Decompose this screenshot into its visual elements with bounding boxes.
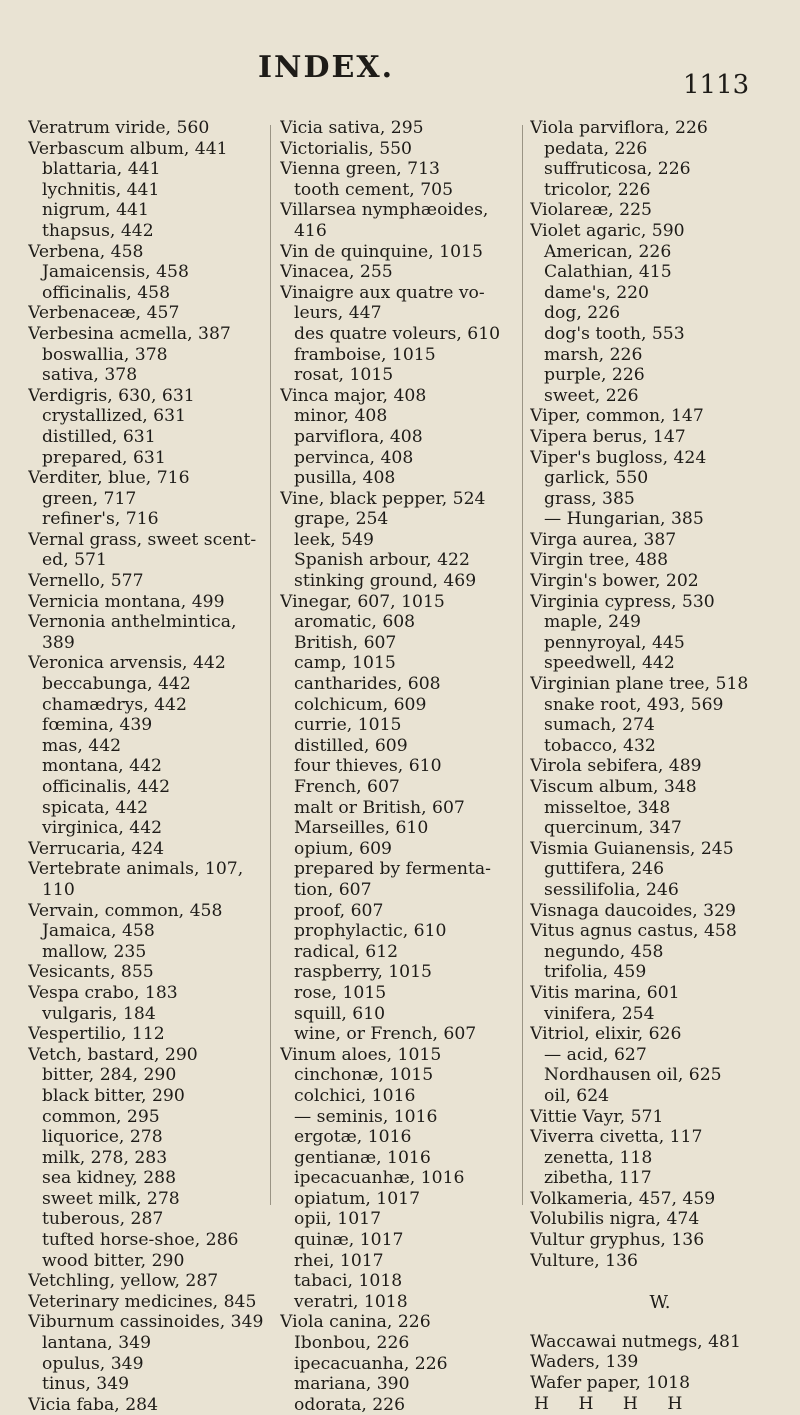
- index-subentry: pedata, 226: [544, 138, 648, 159]
- index-subentry: dame's, 220: [544, 282, 649, 303]
- index-subentry: spicata, 442: [42, 797, 149, 818]
- index-entry: Wafer paper, 1018: [530, 1373, 691, 1394]
- index-entry: Volkameria, 457, 459: [530, 1188, 716, 1209]
- index-subentry: misseltoe, 348: [544, 797, 671, 818]
- index-subentry: oil, 624: [544, 1085, 610, 1106]
- index-entry: Virginian plane tree, 518: [530, 674, 749, 695]
- index-subentry: lychnitis, 441: [42, 179, 160, 200]
- index-subentry: officinalis, 442: [42, 777, 171, 797]
- index-subentry: stinking ground, 469: [294, 571, 477, 592]
- index-subentry: distilled, 609: [294, 735, 408, 756]
- index-subentry: pervinca, 408: [294, 447, 414, 468]
- index-subentry: officinalis, 458: [42, 282, 171, 303]
- index-subentry: Jamaicensis, 458: [42, 262, 189, 283]
- index-subentry: Marseilles, 610: [294, 818, 429, 839]
- index-subentry: tuberous, 287: [42, 1209, 164, 1230]
- index-subentry: wine, or French, 607: [294, 1024, 477, 1045]
- index-subentry: sativa, 378: [42, 365, 138, 386]
- index-subentry: vinifera, 254: [544, 1003, 655, 1024]
- index-entry: Viola canina, 226: [280, 1312, 431, 1333]
- index-subentry: colchici, 1016: [294, 1085, 416, 1106]
- index-subentry: zibetha, 117: [544, 1168, 652, 1189]
- index-subentry: Jamaica, 458: [42, 921, 155, 942]
- index-entry: Waccawai nutmegs, 481: [530, 1331, 741, 1352]
- index-entry: Vertebrate animals, 107,: [28, 859, 244, 880]
- index-subentry: pennyroyal, 445: [544, 632, 685, 653]
- index-entry-continuation: tion, 607: [294, 879, 372, 900]
- page-number: 1113: [683, 70, 750, 100]
- index-entry: Veratrum viride, 560: [28, 118, 210, 138]
- index-subentry: tinus, 349: [42, 1374, 130, 1395]
- index-subentry: prepared by fermenta-: [294, 859, 491, 880]
- index-subentry: framboise, 1015: [294, 344, 436, 365]
- index-subentry: montana, 442: [42, 756, 162, 777]
- index-subentry: malt or British, 607: [294, 797, 465, 818]
- index-entry: Vine, black pepper, 524: [280, 488, 486, 509]
- column-divider: [270, 125, 271, 1205]
- index-entry-continuation: 389: [42, 632, 75, 653]
- index-subentry: sumach, 274: [544, 715, 655, 736]
- index-subentry: sweet, 226: [544, 385, 639, 406]
- index-entry: Viverra civetta, 117: [530, 1127, 703, 1148]
- index-subentry: crystallized, 631: [42, 406, 186, 427]
- index-subentry: grape, 254: [294, 509, 389, 530]
- index-subentry: quinæ, 1017: [294, 1230, 404, 1251]
- index-entry: Vervain, common, 458: [28, 900, 223, 921]
- index-subentry: opiatum, 1017: [294, 1188, 421, 1209]
- index-subentry: boswallia, 378: [42, 344, 168, 365]
- index-entry: Viper, common, 147: [530, 406, 704, 427]
- index-entry: Vinegar, 607, 1015: [280, 591, 445, 612]
- index-subentry: rose, 1015: [294, 982, 387, 1003]
- index-subentry: — seminis, 1016: [294, 1106, 438, 1127]
- index-subentry: marsh, 226: [544, 344, 643, 365]
- index-subentry: tricolor, 226: [544, 179, 651, 200]
- index-subentry: radical, 612: [294, 941, 399, 962]
- signature-marks: H H H H: [534, 1393, 695, 1414]
- index-subentry: purple, 226: [544, 365, 645, 386]
- index-entry: Vipera berus, 147: [530, 426, 686, 447]
- index-subentry: sea kidney, 288: [42, 1168, 177, 1189]
- index-entry: Vittie Vayr, 571: [530, 1106, 664, 1127]
- index-subentry: tooth cement, 705: [294, 179, 454, 200]
- index-subentry: pusilla, 408: [294, 468, 396, 489]
- index-subentry: opii, 1017: [294, 1209, 382, 1230]
- index-entry: Vernal grass, sweet scent-: [28, 529, 257, 550]
- index-subentry: squill, 610: [294, 1003, 386, 1024]
- index-entry: Virga aurea, 387: [530, 529, 677, 550]
- index-entry: Vespa crabo, 183: [28, 982, 178, 1003]
- index-subentry: distilled, 631: [42, 426, 156, 447]
- index-entry: Virgin's bower, 202: [530, 571, 699, 592]
- index-entry: Vernicia montana, 499: [28, 591, 225, 612]
- index-subentry: camp, 1015: [294, 653, 396, 674]
- index-entry: Viburnum cassinoides, 349: [28, 1312, 264, 1333]
- index-subentry: dog, 226: [544, 303, 621, 324]
- index-subentry: cantharides, 608: [294, 674, 441, 695]
- index-subentry: colchicum, 609: [294, 694, 427, 715]
- index-entry: Vismia Guianensis, 245: [530, 838, 734, 859]
- index-entry: Vin de quinquine, 1015: [280, 241, 483, 262]
- index-subentry: Spanish arbour, 422: [294, 550, 470, 571]
- index-subentry: ergotæ, 1016: [294, 1127, 412, 1148]
- index-subentry: ipecacuanhæ, 1016: [294, 1168, 465, 1189]
- index-subentry: thapsus, 442: [42, 220, 154, 241]
- index-subentry: mariana, 390: [294, 1374, 410, 1395]
- index-subentry: negundo, 458: [544, 941, 664, 962]
- index-entry: Viscum album, 348: [530, 777, 697, 797]
- index-subentry: speedwell, 442: [544, 653, 675, 674]
- index-subentry: rhei, 1017: [294, 1250, 384, 1271]
- index-subentry: snake root, 493, 569: [544, 694, 724, 715]
- index-subentry: leek, 549: [294, 529, 374, 550]
- index-subentry: ipecacuanha, 226: [294, 1353, 448, 1374]
- index-subentry: quercinum, 347: [544, 818, 682, 839]
- index-subentry: dog's tooth, 553: [544, 323, 685, 344]
- index-entry: Vicia faba, 284: [28, 1394, 159, 1415]
- index-subentry: raspberry, 1015: [294, 962, 432, 983]
- index-subentry: sweet milk, 278: [42, 1188, 180, 1209]
- index-entry: Virgin tree, 488: [530, 550, 669, 571]
- index-subentry: black bitter, 290: [42, 1085, 185, 1106]
- index-entry: Virginia cypress, 530: [530, 591, 715, 612]
- index-entry: Villarsea nymphæoides,: [280, 200, 489, 221]
- index-subentry: parviflora, 408: [294, 426, 423, 447]
- index-entry: Vicia sativa, 295: [280, 118, 424, 138]
- index-subentry: fœmina, 439: [42, 715, 153, 736]
- index-entry: Vinacea, 255: [280, 262, 393, 283]
- index-subentry: maple, 249: [544, 612, 641, 633]
- index-subentry: vulgaris, 184: [42, 1003, 156, 1024]
- index-entry: Verditer, blue, 716: [28, 468, 190, 489]
- index-subentry: — Hungarian, 385: [544, 509, 704, 530]
- index-entry: Victorialis, 550: [280, 138, 412, 159]
- index-entry: Verrucaria, 424: [28, 838, 165, 859]
- index-subentry: tabaci, 1018: [294, 1271, 403, 1292]
- index-entry: Verbesina acmella, 387: [28, 323, 231, 344]
- index-entry: Verdigris, 630, 631: [28, 385, 195, 406]
- index-subentry: wood bitter, 290: [42, 1250, 185, 1271]
- index-subentry: garlick, 550: [544, 468, 649, 489]
- index-subentry: proof, 607: [294, 900, 384, 921]
- index-subentry: — acid, 627: [544, 1044, 647, 1065]
- index-entry: Veterinary medicines, 845: [28, 1291, 257, 1312]
- index-entry-continuation: 416: [294, 220, 327, 241]
- index-entry-continuation: leurs, 447: [294, 303, 382, 324]
- index-entry: Waders, 139: [530, 1352, 639, 1373]
- index-entry: Visnaga daucoides, 329: [530, 900, 736, 921]
- index-subentry: four thieves, 610: [294, 756, 442, 777]
- index-column-3: [530, 118, 790, 1414]
- index-subentry: tobacco, 432: [544, 735, 656, 756]
- index-entry: Vernello, 577: [28, 571, 144, 592]
- index-subentry: rosat, 1015: [294, 365, 394, 386]
- index-subentry: mas, 442: [42, 735, 122, 756]
- index-subentry: British, 607: [294, 632, 397, 653]
- index-entry-continuation: ed, 571: [42, 550, 107, 571]
- index-subentry: refiner's, 716: [42, 509, 159, 530]
- column-divider: [522, 125, 523, 1205]
- index-entry: Vinaigre aux quatre vo-: [280, 282, 485, 303]
- index-entry: Volubilis nigra, 474: [530, 1209, 700, 1230]
- index-subentry: sessilifolia, 246: [544, 879, 679, 900]
- index-entry: Violet agaric, 590: [530, 220, 685, 241]
- index-subentry: lantana, 349: [42, 1333, 152, 1354]
- index-subentry: trifolia, 459: [544, 962, 647, 983]
- index-entry: Vitis marina, 601: [530, 982, 680, 1003]
- index-subentry: beccabunga, 442: [42, 674, 191, 695]
- index-subentry: zenetta, 118: [544, 1147, 653, 1168]
- index-entry: Violareæ, 225: [530, 200, 652, 221]
- index-entry: Vinum aloes, 1015: [280, 1044, 442, 1065]
- index-entry-continuation: 110: [42, 879, 75, 900]
- index-subentry: aromatic, 608: [294, 612, 416, 633]
- index-column-2: [280, 118, 516, 1415]
- index-subentry: common, 295: [42, 1106, 160, 1127]
- index-subentry: guttifera, 246: [544, 859, 665, 880]
- index-subentry: Nordhausen oil, 625: [544, 1065, 722, 1086]
- index-entry: Vitus agnus castus, 458: [530, 921, 737, 942]
- index-entry: Verbascum album, 441: [28, 138, 228, 159]
- index-subentry: blattaria, 441: [42, 159, 161, 180]
- index-entry: Veronica arvensis, 442: [28, 653, 226, 674]
- index-subentry: Ibonbou, 226: [294, 1333, 410, 1354]
- index-subentry: American, 226: [544, 241, 672, 262]
- index-entry: Vernonia anthelmintica,: [28, 612, 237, 633]
- index-subentry: gentianæ, 1016: [294, 1147, 431, 1168]
- index-entry: Vultur gryphus, 136: [530, 1230, 705, 1251]
- index-entry: Vitriol, elixir, 626: [530, 1024, 682, 1045]
- index-subentry: milk, 278, 283: [42, 1147, 168, 1168]
- index-entry: Virola sebifera, 489: [530, 756, 702, 777]
- index-subentry: bitter, 284, 290: [42, 1065, 177, 1086]
- index-entry: Vetchling, yellow, 287: [28, 1271, 219, 1292]
- index-entry: Viola parviflora, 226: [530, 118, 708, 138]
- index-subentry: currie, 1015: [294, 715, 402, 736]
- index-subentry: Calathian, 415: [544, 262, 672, 283]
- index-subentry: cinchonæ, 1015: [294, 1065, 434, 1086]
- index-subentry: veratri, 1018: [294, 1291, 408, 1312]
- index-entry: Verbena, 458: [28, 241, 144, 262]
- index-subentry: opium, 609: [294, 838, 392, 859]
- page-title: INDEX.: [258, 50, 395, 85]
- index-entry: Vesicants, 855: [28, 962, 154, 983]
- index-entry: Vetch, bastard, 290: [28, 1044, 198, 1065]
- index-entry: Verbenaceæ, 457: [28, 303, 180, 324]
- index-entry: Vienna green, 713: [280, 159, 440, 180]
- index-entry: Viper's bugloss, 424: [530, 447, 707, 468]
- index-column-1: [28, 118, 264, 1415]
- index-subentry: prophylactic, 610: [294, 921, 447, 942]
- index-subentry: suffruticosa, 226: [544, 159, 691, 180]
- index-subentry: grass, 385: [544, 488, 635, 509]
- index-subentry: nigrum, 441: [42, 200, 149, 221]
- index-subentry: virginica, 442: [42, 818, 163, 839]
- index-entry: Vinca major, 408: [280, 385, 427, 406]
- index-subentry: chamædrys, 442: [42, 694, 187, 715]
- letter-heading: W.: [649, 1292, 671, 1314]
- index-entry: Vulture, 136: [530, 1250, 638, 1271]
- index-entry: Vespertilio, 112: [28, 1024, 165, 1045]
- index-subentry: green, 717: [42, 488, 137, 509]
- index-subentry: minor, 408: [294, 406, 388, 427]
- index-subentry: tufted horse-shoe, 286: [42, 1230, 239, 1251]
- index-subentry: liquorice, 278: [42, 1127, 163, 1148]
- index-subentry: mallow, 235: [42, 941, 147, 962]
- index-subentry: odorata, 226: [294, 1394, 406, 1415]
- index-subentry: French, 607: [294, 777, 400, 797]
- index-subentry: des quatre voleurs, 610: [294, 323, 501, 344]
- index-subentry: prepared, 631: [42, 447, 166, 468]
- index-subentry: opulus, 349: [42, 1353, 144, 1374]
